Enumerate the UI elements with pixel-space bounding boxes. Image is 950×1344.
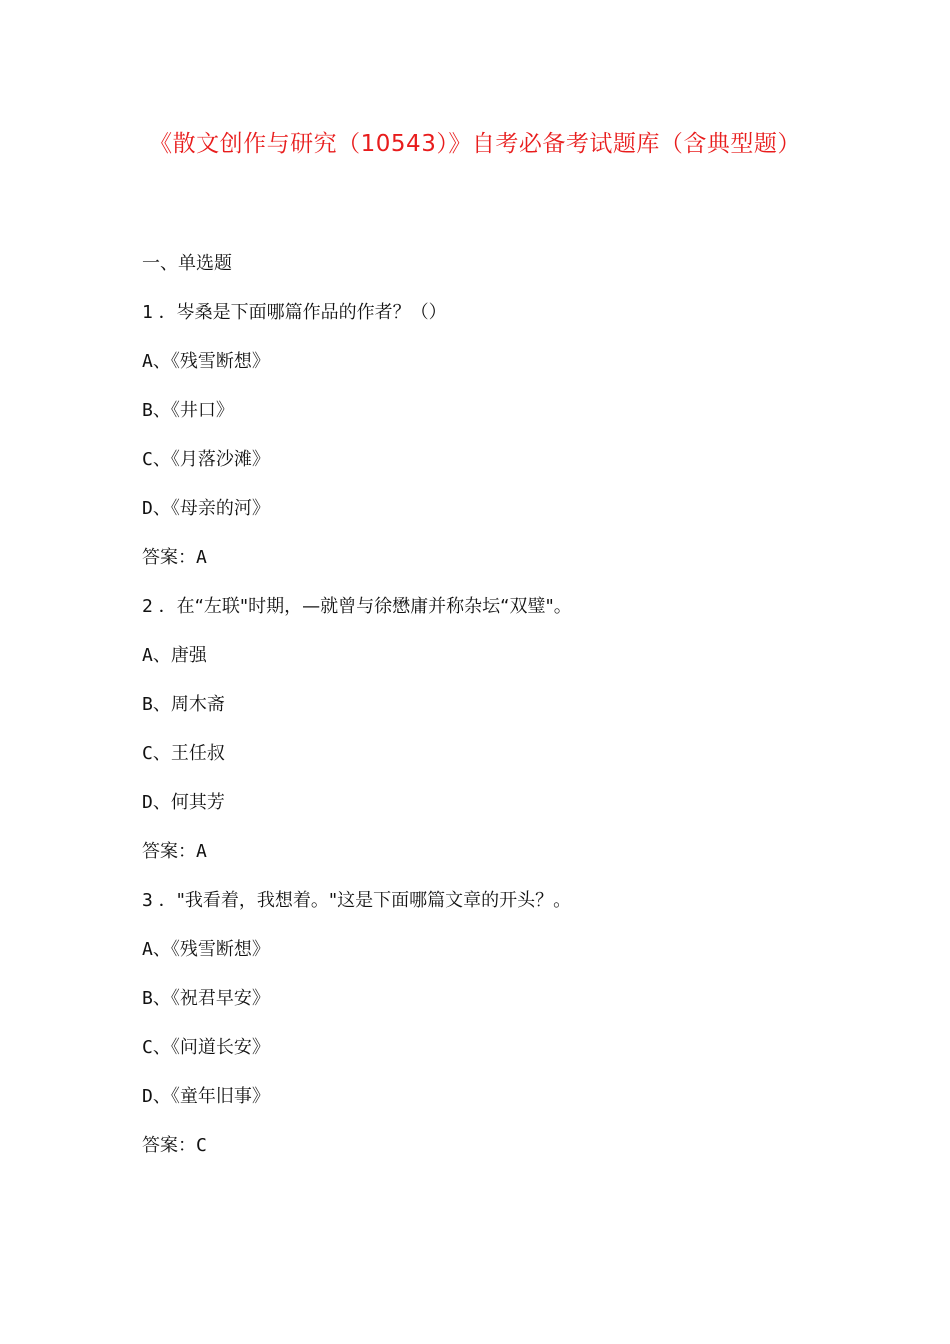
option-letter: C、 <box>142 449 171 470</box>
option-c <box>142 1034 842 1083</box>
option-b <box>142 691 842 740</box>
option-letter: A、 <box>142 939 171 960</box>
option-text: 唐强 <box>170 645 207 666</box>
document-title: 《散文创作与研究（10543）》自考必备考试题库（含典型题） <box>149 131 801 157</box>
option-a <box>142 348 842 397</box>
question-text: ．在“左联"时期，—就曾与徐懋庸并称杂坛“双璧"。 <box>158 596 572 617</box>
option-letter: B、 <box>142 988 171 1009</box>
section-heading: 一、单选题 <box>142 253 232 274</box>
answer-label: 答案： <box>142 1135 196 1156</box>
option-letter: A、 <box>142 645 171 666</box>
option-text: 《母亲的河》 <box>170 498 270 519</box>
option-letter: D、 <box>142 792 171 813</box>
question-stem <box>142 299 842 348</box>
option-letter: B、 <box>142 400 171 421</box>
option-text: 周木斋 <box>170 694 225 715</box>
answer-value: A <box>196 547 207 568</box>
option-letter: B、 <box>142 694 171 715</box>
option-d <box>142 789 842 838</box>
option-letter: A、 <box>142 351 171 372</box>
answer-line <box>142 1132 842 1181</box>
option-text: 《残雪断想》 <box>170 351 270 372</box>
question-number: 3 <box>142 890 153 911</box>
option-text: 王任叔 <box>170 743 225 764</box>
option-letter: C、 <box>142 1037 171 1058</box>
option-text: 《祝君早安》 <box>170 988 270 1009</box>
option-d <box>142 495 842 544</box>
question-stem <box>142 887 842 936</box>
option-text: 《童年旧事》 <box>170 1086 270 1107</box>
answer-value: C <box>196 1135 207 1156</box>
option-text: 《问道长安》 <box>170 1037 270 1058</box>
option-letter: C、 <box>142 743 171 764</box>
question-number: 1 <box>142 302 153 323</box>
option-text: 何其芳 <box>170 792 225 813</box>
option-d <box>142 1083 842 1132</box>
option-letter: D、 <box>142 498 171 519</box>
option-text: 《井口》 <box>170 400 234 421</box>
option-a <box>142 642 842 691</box>
option-letter: D、 <box>142 1086 171 1107</box>
option-c <box>142 446 842 495</box>
answer-label: 答案： <box>142 547 196 568</box>
question-text: ．岑桑是下面哪篇作品的作者？（） <box>158 302 447 323</box>
answer-line <box>142 838 842 887</box>
answer-label: 答案： <box>142 841 196 862</box>
option-b <box>142 397 842 446</box>
option-a <box>142 936 842 985</box>
answer-line <box>142 544 842 593</box>
option-c <box>142 740 842 789</box>
question-text: ．"我看着，我想着。"这是下面哪篇文章的开头？。 <box>158 890 572 911</box>
question-stem <box>142 593 842 642</box>
option-b <box>142 985 842 1034</box>
option-text: 《残雪断想》 <box>170 939 270 960</box>
question-number: 2 <box>142 596 153 617</box>
question-bank <box>142 250 842 1181</box>
answer-value: A <box>196 841 207 862</box>
option-text: 《月落沙滩》 <box>170 449 270 470</box>
